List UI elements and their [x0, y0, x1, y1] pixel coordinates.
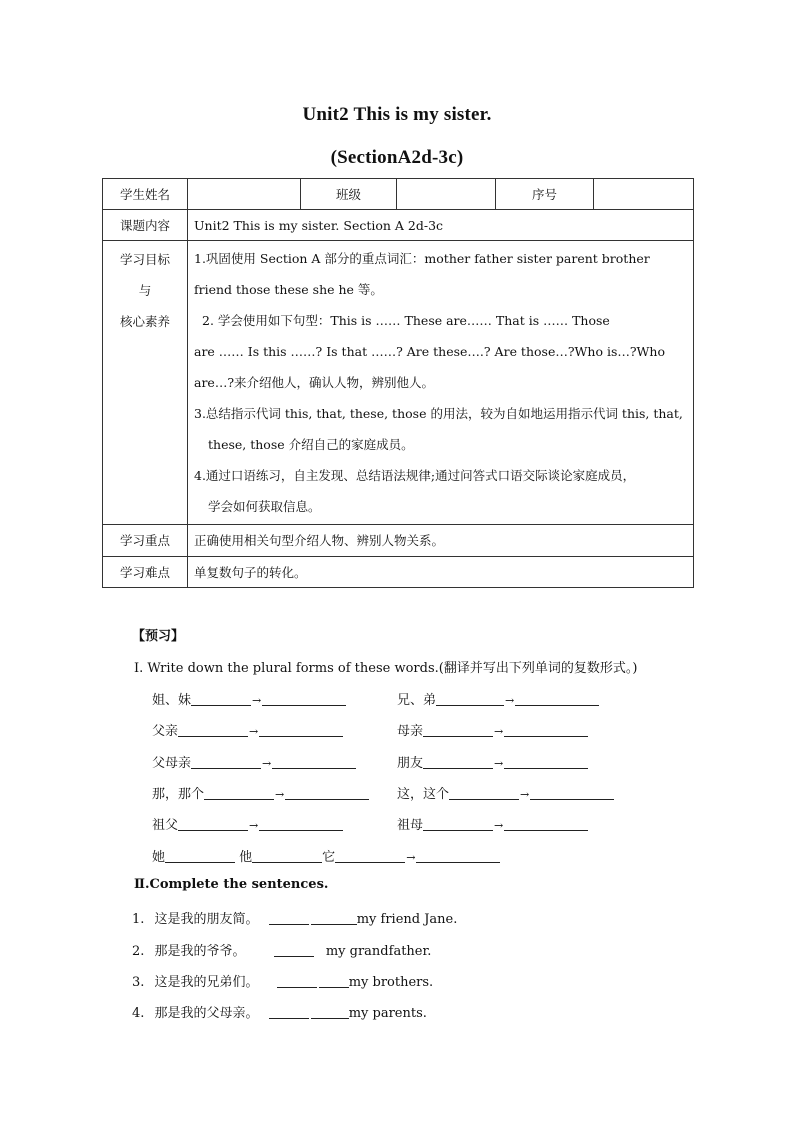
part1-title: Ⅰ. Write down the plural forms of these words.(翻译并写出下列单词的复数形式。) — [134, 661, 638, 676]
answer-blank[interactable] — [262, 691, 346, 706]
page-subtitle: (SectionA2d-3c) — [330, 147, 464, 168]
answer-blank[interactable] — [504, 754, 588, 769]
preview-heading: 【预习】 — [132, 629, 185, 644]
answer-blank[interactable] — [252, 848, 322, 863]
objective-line: 1.巩固使用 Section A 部分的重点词汇：mother father sister parent brother — [194, 251, 650, 266]
sentence-en: my brothers. — [348, 975, 434, 990]
answer-blank[interactable] — [515, 691, 599, 706]
answer-blank[interactable] — [530, 785, 614, 800]
arrow-icon: → — [275, 788, 285, 801]
key-point-value: 正确使用相关句型介绍人物、辨别人物关系。 — [188, 525, 694, 557]
word-cn: 祖母 — [397, 818, 424, 833]
objective-line: 学会如何获取信息。 — [208, 499, 321, 514]
student-name-field[interactable] — [188, 179, 301, 210]
word-cn: 父母亲 — [152, 756, 192, 771]
arrow-icon: → — [505, 694, 515, 707]
answer-blank[interactable] — [272, 754, 356, 769]
objective-label — [103, 241, 188, 525]
sentence-num: 2. — [132, 944, 145, 959]
word-cn: 他 — [239, 850, 253, 865]
number-field[interactable] — [594, 179, 694, 210]
class-label: 班级 — [301, 179, 397, 210]
number-label: 序号 — [496, 179, 594, 210]
answer-blank[interactable] — [311, 1004, 349, 1019]
word-item — [397, 814, 588, 833]
table-row — [103, 241, 694, 525]
word-item — [152, 752, 356, 771]
word-item — [152, 814, 343, 833]
sentence-num: 4. — [132, 1006, 145, 1021]
difficulty-label: 学习难点 — [103, 557, 188, 588]
arrow-icon: → — [494, 725, 504, 738]
answer-blank[interactable] — [449, 785, 519, 800]
answer-blank[interactable] — [269, 910, 309, 925]
arrow-icon: → — [262, 757, 272, 770]
word-item — [397, 689, 599, 708]
word-cn: 姐、妹 — [152, 693, 192, 708]
sentence-num: 3. — [132, 975, 145, 990]
answer-blank[interactable] — [311, 910, 357, 925]
arrow-icon: → — [494, 819, 504, 832]
objective-line: 4.通过口语练习，自主发现、总结语法规律;通过问答式口语交际谈论家庭成员， — [194, 468, 636, 483]
answer-blank[interactable] — [165, 848, 235, 863]
arrow-icon: → — [252, 694, 262, 707]
arrow-icon: → — [406, 851, 416, 864]
word-cn: 那，那个 — [152, 787, 205, 802]
objective-content — [188, 241, 694, 525]
word-item — [152, 689, 346, 708]
objective-line: friend those these she he 等。 — [194, 282, 383, 297]
answer-blank[interactable] — [416, 848, 500, 863]
word-item — [397, 752, 588, 771]
objective-line: 3.总结指示代词 this, that, these, those 的用法，较为自如地运用指示代词 this, that, — [194, 406, 683, 421]
sentence-en: my parents. — [348, 1006, 427, 1021]
objective-label-line: 学习目标 — [119, 252, 170, 267]
answer-blank[interactable] — [259, 816, 343, 831]
sentence-item — [132, 1002, 427, 1021]
answer-blank[interactable] — [204, 785, 274, 800]
answer-blank[interactable] — [423, 754, 493, 769]
arrow-icon: → — [494, 757, 504, 770]
answer-blank[interactable] — [436, 691, 504, 706]
sentence-num: 1. — [132, 912, 145, 927]
objective-label-line: 核心素养 — [119, 314, 170, 329]
answer-blank[interactable] — [319, 973, 349, 988]
answer-blank[interactable] — [504, 816, 588, 831]
answer-blank[interactable] — [423, 816, 493, 831]
word-item — [397, 783, 614, 802]
sentence-en: my friend Jane. — [356, 912, 458, 927]
sentence-cn: 这是我的朋友简。 — [154, 912, 259, 927]
table-row — [103, 525, 694, 557]
difficulty-value: 单复数句子的转化。 — [188, 557, 694, 588]
word-cn: 祖父 — [152, 818, 179, 833]
arrow-icon: → — [249, 725, 259, 738]
word-cn: 母亲 — [397, 724, 424, 739]
answer-blank[interactable] — [285, 785, 369, 800]
answer-blank[interactable] — [191, 691, 251, 706]
objective-line: these, those 介绍自己的家庭成员。 — [208, 437, 414, 452]
word-cn: 她 — [152, 850, 166, 865]
word-cn: 它 — [322, 850, 336, 865]
answer-blank[interactable] — [191, 754, 261, 769]
word-item — [152, 720, 343, 739]
word-cn: 兄、弟 — [397, 693, 437, 708]
arrow-icon: → — [249, 819, 259, 832]
word-item — [152, 783, 369, 802]
answer-blank[interactable] — [504, 722, 588, 737]
answer-blank[interactable] — [335, 848, 405, 863]
answer-blank[interactable] — [259, 722, 343, 737]
objective-label-line: 与 — [138, 283, 152, 298]
word-item — [397, 720, 588, 739]
table-row — [103, 210, 694, 241]
answer-blank[interactable] — [178, 816, 248, 831]
arrow-icon: → — [520, 788, 530, 801]
objective-line: are…?来介绍他人，确认人物，辨别他人。 — [194, 375, 435, 390]
word-cn: 朋友 — [397, 756, 424, 771]
answer-blank[interactable] — [269, 1004, 309, 1019]
class-field[interactable] — [397, 179, 496, 210]
sentence-en: my grandfather. — [325, 944, 432, 959]
sentence-cn: 这是我的兄弟们。 — [154, 975, 259, 990]
answer-blank[interactable] — [178, 722, 248, 737]
sentence-item — [132, 940, 431, 959]
topic-label: 课题内容 — [103, 210, 188, 241]
answer-blank[interactable] — [274, 942, 314, 957]
word-cn: 这，这个 — [397, 787, 450, 802]
pronoun-item — [152, 846, 500, 865]
topic-value: Unit2 This is my sister. Section A 2d-3c — [188, 210, 694, 241]
sentence-cn: 那是我的爷爷。 — [154, 944, 246, 959]
info-table — [102, 178, 694, 588]
page-title: Unit2 This is my sister. — [302, 104, 492, 125]
objective-line: 2. 学会使用如下句型：This is …… These are…… That is …… Those — [202, 313, 610, 328]
answer-blank[interactable] — [423, 722, 493, 737]
objective-line: are …… Is this ……? Is that ……? Are these….? Are those…?Who is…?Who — [194, 344, 665, 359]
word-cn: 父亲 — [152, 724, 179, 739]
key-point-label: 学习重点 — [103, 525, 188, 557]
sentence-item — [132, 971, 433, 990]
answer-blank[interactable] — [277, 973, 317, 988]
sentence-item — [132, 908, 457, 927]
sentence-cn: 那是我的父母亲。 — [154, 1006, 259, 1021]
student-name-label: 学生姓名 — [103, 179, 188, 210]
part2-title: Ⅱ.Complete the sentences. — [134, 877, 329, 892]
table-row — [103, 179, 694, 210]
table-row — [103, 557, 694, 588]
